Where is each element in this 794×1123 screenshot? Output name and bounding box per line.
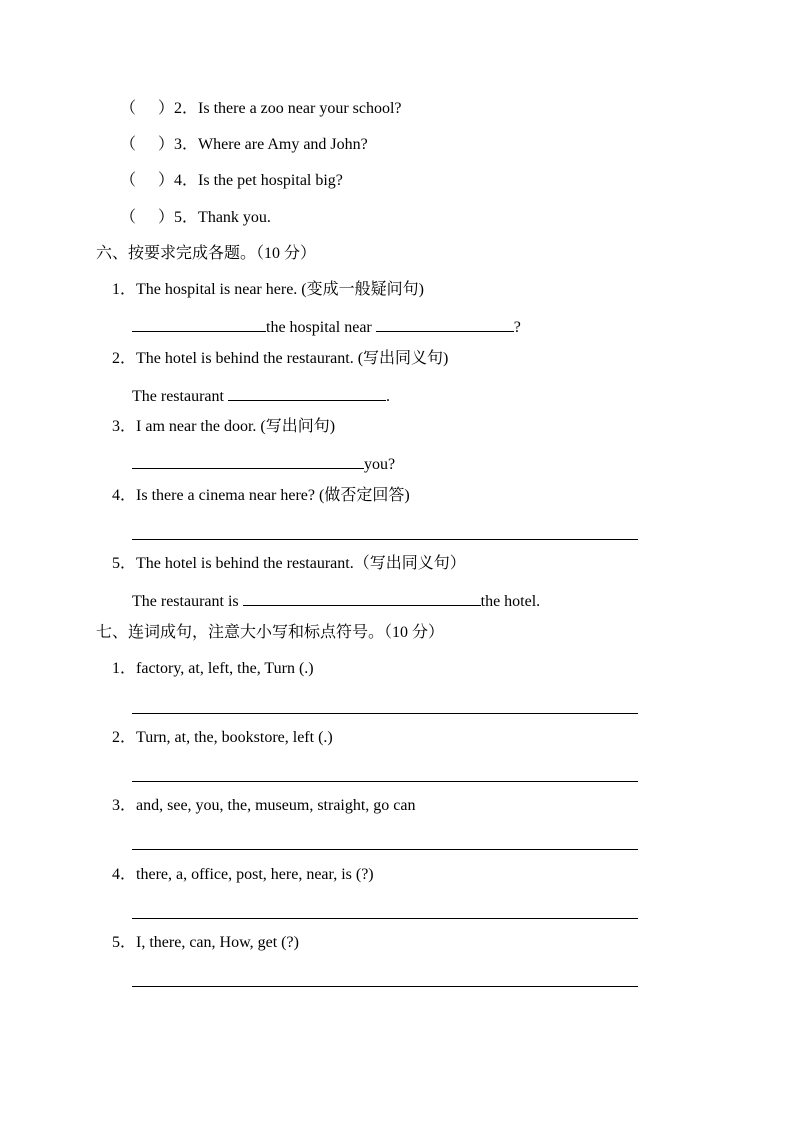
answer-blank[interactable] — [228, 384, 386, 401]
question-prompt: there, a, office, post, here, near, is (?) — [136, 866, 374, 883]
question-number: 5． — [112, 934, 137, 951]
question-prompt: I, there, can, How, get (?) — [136, 934, 299, 951]
answer-paren-open: （ — [120, 172, 137, 189]
question-row — [120, 99, 402, 119]
answer-blank[interactable] — [243, 589, 481, 606]
answer-paren-open: （ — [120, 136, 137, 153]
question-prompt: The hospital is near here. (变成一般疑问句) — [136, 281, 424, 298]
answer-text: The restaurant is — [132, 593, 243, 610]
answer-text: ? — [513, 319, 521, 336]
answer-line — [132, 452, 395, 475]
question-number: 5． — [112, 555, 137, 572]
question-prompt: The hotel is behind the restaurant. (写出同义句) — [136, 350, 449, 367]
question-row — [120, 171, 343, 191]
section-heading: 六、按要求完成各题。（10 分） — [96, 245, 317, 262]
answer-rule[interactable] — [132, 849, 638, 850]
question-prompt: Turn, at, the, bookstore, left (.) — [136, 729, 333, 746]
answer-rule[interactable] — [132, 781, 638, 782]
answer-paren-open: （ — [120, 100, 137, 117]
question-row — [120, 208, 271, 228]
question-number: 5． — [174, 209, 199, 226]
question-row — [112, 659, 314, 679]
question-number: 4． — [112, 487, 137, 504]
answer-paren-open: （ — [120, 209, 137, 226]
question-row — [112, 280, 424, 300]
question-number: 4． — [174, 172, 199, 189]
answer-text: the hospital near — [266, 319, 376, 336]
question-number: 3． — [112, 797, 137, 814]
answer-line — [132, 384, 390, 407]
answer-text: the hotel. — [480, 593, 541, 610]
question-row — [112, 554, 466, 574]
question-prompt: factory, at, left, the, Turn (.) — [136, 660, 314, 677]
answer-paren-close: ） — [158, 172, 175, 189]
answer-blank[interactable] — [376, 315, 514, 332]
question-text: Where are Amy and John? — [198, 136, 368, 153]
answer-rule[interactable] — [132, 713, 638, 714]
question-row — [112, 865, 374, 885]
answer-paren-close: ） — [158, 100, 175, 117]
question-number: 1． — [112, 281, 137, 298]
answer-text: you? — [364, 456, 396, 473]
question-row — [112, 728, 333, 748]
question-row — [112, 933, 299, 953]
question-number: 4． — [112, 866, 137, 883]
question-row — [112, 417, 335, 437]
question-number: 1． — [112, 660, 137, 677]
question-prompt: I am near the door. (写出问句) — [136, 418, 336, 435]
question-number: 2． — [174, 100, 199, 117]
question-number: 3． — [174, 136, 199, 153]
question-row — [112, 486, 410, 506]
question-row — [112, 796, 416, 816]
question-text: Thank you. — [198, 209, 271, 226]
answer-blank[interactable] — [132, 452, 364, 469]
question-number: 2． — [112, 350, 137, 367]
section-heading: 七、连词成句，注意大小写和标点符号。（10 分） — [96, 624, 445, 641]
answer-paren-close: ） — [158, 209, 175, 226]
answer-blank[interactable] — [132, 315, 266, 332]
answer-rule[interactable] — [132, 918, 638, 919]
question-prompt: Is there a cinema near here? (做否定回答) — [136, 487, 410, 504]
question-number: 3． — [112, 418, 137, 435]
answer-rule[interactable] — [132, 986, 638, 987]
answer-text: The restaurant — [132, 388, 228, 405]
answer-rule[interactable] — [132, 539, 638, 540]
question-number: 2． — [112, 729, 137, 746]
answer-line — [132, 589, 540, 612]
question-row — [120, 135, 368, 155]
question-text: Is there a zoo near your school? — [198, 100, 402, 117]
answer-paren-close: ） — [158, 136, 175, 153]
answer-line — [132, 315, 521, 338]
question-prompt: The hotel is behind the restaurant.（写出同义句） — [136, 555, 466, 572]
answer-text: . — [385, 388, 390, 405]
question-prompt: and, see, you, the, museum, straight, go can — [136, 797, 416, 814]
question-row — [112, 349, 448, 369]
question-text: Is the pet hospital big? — [198, 172, 343, 189]
